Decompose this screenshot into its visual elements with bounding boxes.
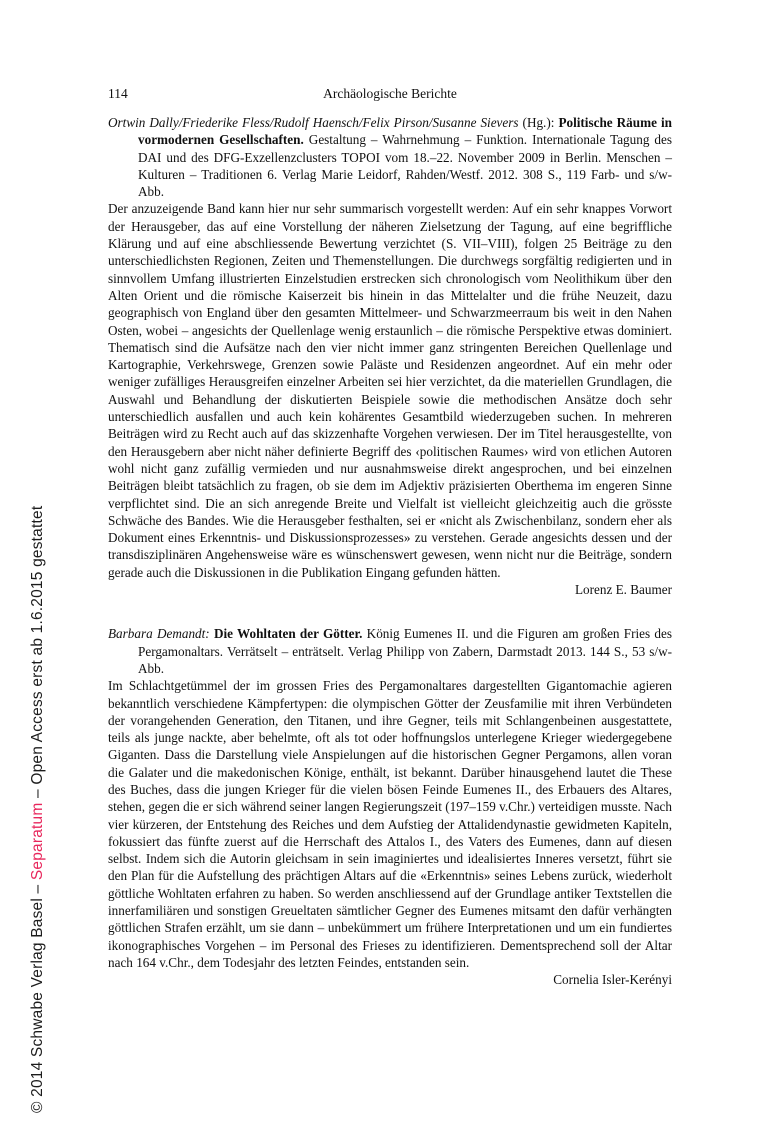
citation-1-title: Politische Räume in vormodernen Gesellschaften. [138,115,672,148]
citation-2-authors: Barbara Demandt: [108,626,210,642]
copyright-sidebar [29,506,47,1113]
page-header [108,85,672,103]
copyright-suffix: – Open Access erst ab 1.6.2015 gestattet [29,505,46,803]
review-1-body: Der anzuzeigende Band kann hier nur sehr summarisch vorgestellt werden: Auf ein sehr knappes Vorwort der Herausgeber, das auf eine Vorstellung der näheren Zielsetzung der Tagung, auf eine begriffliche Klärung und auf eine abschliessende Bewertung verzichtet (S. VII–VIII), folgen 25 Beiträge zu den unterschiedlichsten Regionen, Zeiten und Themenstellungen. Die durchwegs sorgfältig redigierten und in sinnvollem Umfang illustrierten Einzelstudien erstrecken sich chronologisch vom Neolithikum über den Alten Orient und die römische Kaiserzeit bis hinein in das Mittelalter und die frühe Neuzeit, dazu geographisch von England über den gesamten Mittelmeer- und Schwarzmeerraum bis weit in den Nahen Osten, wobei – angesichts der Quellenlage wenig erstaunlich – die römische Perspektive etwas dominiert. Thematisch sind die Aufsätze nach den vier nicht immer ganz stringenten Bereichen Quellenlage und Kartographie, Verkehrswege, Grenzen sowie Paläste und Residenzen angeordnet. Auf ein mehr oder weniger zufälliges Herausgreifen einzelner Arbeiten sei hier verzichtet, da die materiellen Grundlagen, die Auswahl und Behandlung der diskutierten Beispiele sowie die methodischen Ansätze doch sehr unterschiedlich ausfallen und auch kein kohärentes Gesamtbild wiederzugeben suchen. In mehreren Beiträgen wird zu Recht auch auf das skizzenhafte Vorgehen verwiesen. Der im Titel herausgestellte, von den Herausgebern aber nicht näher definierte Begriff des ‹politischen Raumes› wird von etlichen Autoren wohl nicht ganz zufällig vermieden und nur ausnahmsweise direkt angesprochen, und bei einzelnen Beiträgen bleibt tatsächlich zu fragen, ob sie dem im Adjektiv präzisierten Oberthema im engeren Sinne verpflichtet sind. Die an sich anregende Breite und Vielfalt ist vielleicht gleichzeitig auch die grösste Schwäche des Bandes. Wie die Herausgeber festhalten, sei er «nicht als Zwischenbilanz, sondern eher als Dokument eines Erkenntnis- und Diskussionsprozesses» zu verstehen. Gerade angesichts dessen und der transdisziplinären Angehensweise wäre es wünschenswert gewesen, wenn nicht nur die Beiträge, sondern gerade auch die Diskussionen in die Publikation Eingang gefunden hätten. [108,201,672,580]
citation-2-details: König Eumenes II. und die Figuren am großen Fries des Pergamonaltars. Verrätselt – enträtselt. Verlag Philipp von Zabern, Darmstadt 2013. 144 S., 53 s/w-Abb. [138,626,672,676]
review-2-body: Im Schlachtgetümmel der im grossen Fries des Pergamonaltares dargestellten Gigantomachie agieren bekanntlich verschiedene Kämpfertypen: die olympischen Götter der Zeusfamilie mit ihren Verbündeten der vorangehenden Generation, den Titanen, und ihre Gegner, teils mit Schlangenbeinen ausgestattete, teils als junge nackte, aber behelmte, oft als tot oder hoffnungslos unterlegene Krieger wiedergegebene Giganten. Dass die Darstellung viele Anspielungen auf die historischen Gegner Pergamons, allen voran die Galater und die makedonischen Könige, enthält, ist bekannt. Darüber hinausgehend lautet die These des Buches, dass die jungen Krieger für die vielen bösen Feinde Eumenes II., des Erbauers des Altares, stehen, gegen die er sich während seiner langen Regierungszeit (197–159 v.Chr.) verteidigen musste. Nach vier kürzeren, der Entstehung des Reiches und dem Aufstieg der Attalidendynastie gewidmeten Kapiteln, fokussiert das fünfte zuerst auf die Herrschaft des Attalos I., des Vaters des Eumenes, dann auf diesen selbst. Indem sich die Autorin gleichsam in sein imaginiertes und idealisiertes Inneres versetzt, führt sie den Plan für die Aufstellung des prächtigen Altars auf die «Erkenntnis» seines Lebens zurück, wiederholt göttliche Wohltaten erfahren zu haben. So werden anschliessend auf der Grundlage antiker Textstellen die innerfamiliären und sonstigen Greueltaten sämtlicher Gegner des Eumenes mitsamt den dafür verhängten göttlichen Strafen erzählt, um sie dann – unbekümmert um frühere Interpretationen und um ein fundiertes ikonographisches Vorgehen – im Personal des Frieses zu identifizieren. Dementsprechend soll der Altar nach 164 v.Chr., dem Todesjahr des letzten Feindes, entstanden sein. [108,678,672,970]
review-2-reviewer: Cornelia Isler-Kerényi [553,972,672,988]
review-1-reviewer: Lorenz E. Baumer [574,582,672,598]
citation-2 [108,625,672,677]
review-2-block [108,625,672,988]
citation-1 [108,114,672,200]
citation-1-authors: Ortwin Dally/Friederike Fless/Rudolf Haensch/Felix Pirson/Susanne Sievers [108,115,519,130]
text-column [108,85,672,989]
running-head: Archäologische Berichte [323,86,457,101]
page-number: 114 [108,86,128,101]
citation-2-title: Die Wohltaten der Götter. [213,626,363,642]
citation-1-editor-note: (Hg.): [518,115,559,130]
citation-1-details: Gestaltung – Wahrnehmung – Funktion. Internationale Tagung des DAI und des DFG-Exzellenzclusters TOPOI vom 18.–22. November 2009 in Berlin. Menschen – Kulturen – Traditionen 6. Verlag Marie Leidorf, Rahden/Westf. 2012. 308 S., 119 Farb- und s/w-Abb. [138,132,673,200]
copyright-prefix: © 2014 Schwabe Verlag Basel – [29,880,46,1113]
separatum-label: Separatum [29,802,46,881]
